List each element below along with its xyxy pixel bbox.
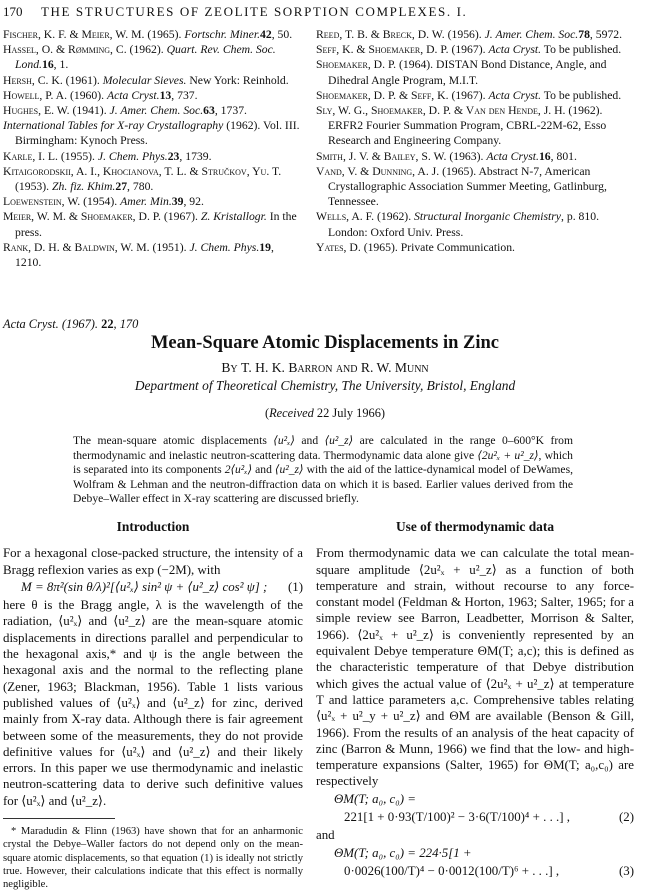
- reference-journal: Fortschr. Miner.: [184, 28, 261, 41]
- reference-year: (1965).: [147, 28, 182, 41]
- reference-entry: [316, 88, 634, 103]
- reference-entry: [3, 194, 303, 209]
- reference-journal: J. Amer. Chem. Soc.: [484, 28, 579, 41]
- page-number: 170: [3, 4, 23, 19]
- reference-entry: [3, 240, 303, 270]
- reference-volume: 27: [115, 180, 128, 194]
- equation-1: [3, 579, 303, 595]
- equation-1-number: (1): [287, 579, 303, 594]
- reference-volume: 39: [171, 195, 184, 209]
- reference-journal: Acta Cryst.: [106, 88, 160, 102]
- byline: [0, 360, 650, 376]
- reference-journal: Molecular Sieves.: [102, 73, 187, 87]
- received-value: 22 July 1966): [313, 406, 386, 420]
- reference-authors: Meier, W. M. & Shoemaker, D. P.: [3, 210, 161, 224]
- running-head: [3, 4, 644, 20]
- equation-3-number: (3): [618, 863, 634, 878]
- reference-authors: Fischer, K. F. & Meier, W. M.: [3, 28, 145, 41]
- reference-volume: 63: [203, 104, 215, 118]
- running-title: THE STRUCTURES OF ZEOLITE SORPTION COMPLEXES. I.: [41, 4, 468, 19]
- introduction-column: [3, 519, 303, 892]
- section-heading-introduction: Introduction: [116, 519, 190, 534]
- abstract-math: 2⟨u²ₓ⟩: [224, 463, 253, 476]
- reference-journal: Structural Inorganic Chemistry: [414, 210, 561, 224]
- reference-year: (1967).: [451, 88, 486, 102]
- affiliation: Department of Theoretical Chemistry, The University, Bristol, England: [134, 378, 516, 393]
- reference-journal: International Tables for X-ray Crystallography: [3, 119, 224, 133]
- reference-year: (1955).: [60, 149, 95, 163]
- reference-year: (1964).: [399, 58, 434, 72]
- reference-entry: [3, 42, 303, 72]
- reference-entry: [316, 57, 634, 87]
- reference-authors: Rank, D. H. & Baldwin, W. M.: [3, 240, 150, 254]
- reference-authors: Sly, W. G., Shoemaker, D. P. & Van den Hende, J. H.: [316, 104, 566, 118]
- reference-journal: Amer. Min.: [120, 195, 172, 209]
- equation-2-lhs: [316, 791, 634, 807]
- reference-entry: [316, 27, 634, 42]
- byline-by: By: [221, 360, 238, 375]
- reference-authors: Hassel, O. & Rømming, C.: [3, 43, 127, 57]
- footnote: * Maradudin & Flinn (1963) have shown that for an anharmonic crystal the Debye–Waller factors do not depend only on the mean-square atomic displacements, so that equation (1) is ideally not strictly true. However, their calculations indicate that this effect is normally negligible.: [3, 826, 303, 891]
- reference-year: (1965).: [363, 240, 398, 254]
- reference-authors: Shoemaker, D. P. & Seff, K.: [316, 88, 449, 102]
- equation-3-body: 0·0026(100/T)⁴ − 0·0012(100/T)⁶ + . . .] ,: [344, 863, 560, 878]
- abstract-math: ⟨2u²ₓ + u²_z⟩: [477, 448, 539, 462]
- reference-rest: In the press.: [15, 210, 297, 239]
- received-date: [0, 406, 650, 421]
- reference-authors: Reed, T. B. & Breck, D. W.: [316, 28, 445, 41]
- intro-paragraph-1: For a hexagonal close-packed structure, the intensity of a Bragg reflexion varies as exp (−2M), with: [3, 546, 303, 577]
- reference-journal: J. Chem. Phys.: [97, 149, 168, 163]
- abstract-text: with the aid of the lattice-dynamical model of DeWames, Wolfram & Lehman and the neutron-diffraction data on which it is based. Earlier values derived from the Debye–Waller effect in X-ray scattering are discussed briefly.: [73, 463, 573, 505]
- equation-1-body: M = 8π²(sin θ/λ)²[⟨u²ₓ⟩ sin² ψ + ⟨u²_z⟩ cos² ψ] ;: [21, 579, 268, 594]
- reference-authors: Loewenstein, W.: [3, 195, 81, 209]
- reference-rest: , 5972.: [589, 28, 623, 41]
- reference-rest: , p. 810. London: Oxford Univ. Press.: [328, 210, 599, 239]
- thermo-and: and: [316, 828, 335, 843]
- reference-volume: 42: [260, 28, 272, 41]
- reference-entry: [3, 209, 303, 239]
- abstract-text: , which is separated into its components: [73, 448, 573, 476]
- reference-year: (1956).: [447, 28, 482, 41]
- thermodynamic-data-column: [316, 519, 634, 881]
- reference-rest: To be published.: [541, 43, 622, 57]
- reference-rest: , 737.: [171, 88, 198, 102]
- reference-year: (1967).: [163, 210, 198, 224]
- reference-entry: [316, 240, 634, 255]
- reference-rest: , 780.: [127, 180, 154, 194]
- reference-rest: , 1210.: [15, 240, 274, 270]
- reference-rest: , 1739.: [179, 149, 212, 163]
- reference-authors: Hersh, C. K.: [3, 73, 63, 87]
- reference-year: (1954).: [83, 195, 118, 209]
- reference-journal: Acta Cryst.: [488, 88, 542, 102]
- reference-year: (1965).: [442, 164, 477, 178]
- abstract-text: and: [294, 434, 325, 447]
- equation-3-lhs-text: ΘM(T; a₀, c₀) = 224·5[1 +: [334, 845, 472, 860]
- author-barron: T. H. K. Barron: [241, 360, 333, 375]
- reference-journal: J. Chem. Phys.: [189, 240, 260, 254]
- reference-year: (1963).: [449, 149, 484, 163]
- reference-volume: 23: [167, 149, 180, 163]
- reference-year: (1962).: [129, 43, 164, 57]
- citation-year: (1967).: [61, 317, 99, 331]
- reference-entry: [316, 209, 634, 239]
- reference-rest: Abstract N-7, American Crystallographic Association Summer Meeting, Gatlinburg, Tennessee.: [328, 164, 607, 209]
- reference-journal: Acta Cryst.: [488, 43, 542, 57]
- abstract-math: ⟨u²_z⟩: [274, 463, 304, 476]
- equation-3-lhs: [316, 845, 634, 861]
- equation-3: [316, 863, 634, 879]
- reference-authors: Shoemaker, D. P.: [316, 58, 397, 72]
- abstract-math: ⟨u²_z⟩: [324, 434, 354, 447]
- reference-year: (1961).: [65, 73, 100, 87]
- received-open: (: [264, 406, 270, 420]
- received-label: Received: [269, 406, 314, 420]
- reference-year: (1953).: [15, 180, 50, 194]
- reference-rest: , 1737.: [214, 104, 247, 118]
- reference-entry: [316, 149, 634, 164]
- reference-year: (1951).: [152, 240, 187, 254]
- intro-paragraph-2: here θ is the Bragg angle, λ is the wavelength of the radiation, ⟨u²ₓ⟩ and ⟨u²_z⟩ are the mean-square atomic displacements in directions parallel and perpendicular to the hexagonal axis,* and ψ is the angle between the hexagonal axis and the normal to the reflecting plane (Zener, 1963; Blackman, 1956). Table 1 lists various published values of ⟨u²ₓ⟩ and ⟨u²_z⟩ for zinc, derived mainly from X-ray data. Although there is fair agreement between some of the measurements, they do not provide definitive values for ⟨u²ₓ⟩ and ⟨u²_z⟩ and their likely errors. In this paper we use thermodynamic and inelastic neutron-scattering data to derive such definitive values for ⟨u²ₓ⟩ and ⟨u²_z⟩.: [3, 598, 303, 808]
- reference-year: (1962).: [377, 210, 412, 224]
- section-heading-thermodynamic: Use of thermodynamic data: [395, 519, 555, 534]
- reference-authors: Yates, D.: [316, 240, 361, 254]
- thermo-paragraph-1: From thermodynamic data we can calculate the total mean-square amplitude ⟨2u²ₓ + u²_z⟩ as a function of both temperature and strain, without recourse to any force-constant model (Feldman & Horton, 1963; Salter, 1965; for a simple review see Barron, Leadbetter, Morrison & Salter, 1966). ⟨2u²ₓ + u²_z⟩ is conveniently represented by an equivalent Debye temperature ΘM(T; a,c); this is defined as the characteristic temperature of that Debye distribution which gives the actual value of ⟨2u²ₓ + u²_z⟩ at temperature T and lattice parameters a,c. Comprehensive tables relating ⟨u²ₓ + u²_y + u²_z⟩ and ΘM are available (Benson & Gill, 1966). From the results of an analysis of the heat capacity of zinc (Barron & Munn, 1966) we find that the low- and high-temperature expansions (Salter, 1965) for ΘM(T; a₀,c₀) are respectively: [316, 546, 634, 789]
- reference-volume: 16: [538, 149, 551, 163]
- reference-journal: Z. Kristallogr.: [200, 210, 267, 224]
- reference-volume: 13: [159, 88, 172, 102]
- reference-entry: [3, 27, 303, 42]
- reference-authors: Smith, J. V. & Bailey, S. W.: [316, 149, 447, 163]
- reference-rest: (1962). Vol. III. Birmingham: Kynoch Press.: [15, 119, 300, 148]
- reference-journal: Quart. Rev. Chem. Soc. Lond.: [15, 43, 276, 72]
- reference-year: (1967).: [451, 43, 486, 57]
- equation-2-body: 221[1 + 0·93(T/100)² − 3·6(T/100)⁴ + . . .] ,: [344, 810, 570, 825]
- reference-year: (1962).: [568, 104, 603, 118]
- reference-journal: Acta Cryst.: [486, 149, 539, 163]
- reference-authors: Vand, V. & Dunning, A. J.: [316, 164, 440, 178]
- equation-2: [316, 809, 634, 825]
- reference-rest: DISTAN Bond Distance, Angle, and Dihedral Angle Program, M.I.T.: [328, 58, 607, 87]
- reference-rest: To be published.: [541, 88, 622, 102]
- reference-entry: [3, 164, 303, 194]
- abstract-math: ⟨u²ₓ⟩: [273, 434, 295, 447]
- reference-entry: [316, 164, 634, 210]
- reference-authors: Kitaigorodskii, A. I., Khocianova, T. L. & Stručkov, Yu. T.: [3, 164, 282, 178]
- reference-entry: [3, 103, 303, 118]
- references-left-column: [3, 27, 303, 270]
- reference-entry: [316, 103, 634, 149]
- reference-authors: Wells, A. F.: [316, 210, 375, 224]
- reference-rest: New York: Reinhold.: [186, 73, 289, 87]
- footnote-rule: [3, 818, 115, 819]
- reference-year: (1941).: [72, 104, 107, 118]
- author-munn: R. W. Munn: [360, 360, 429, 375]
- equation-2-lhs-text: ΘM(T; a₀, c₀) =: [334, 791, 416, 806]
- reference-rest: , 801.: [550, 149, 577, 163]
- reference-authors: Howell, P. A.: [3, 88, 68, 102]
- citation-journal: Acta Cryst.: [3, 317, 59, 331]
- reference-rest: Private Communication.: [400, 240, 515, 254]
- abstract-text: and: [252, 463, 275, 476]
- reference-authors: Hughes, E. W.: [3, 104, 70, 118]
- abstract-text: The mean-square atomic displacements: [73, 434, 274, 447]
- reference-journal: J. Amer. Chem. Soc.: [109, 104, 204, 118]
- reference-volume: 16: [41, 58, 54, 72]
- reference-volume: 78: [578, 28, 590, 41]
- abstract-text: are calculated in the range 0–600°K from thermodynamic and inelastic neutron-scattering data. Thermodynamic data alone give: [73, 434, 573, 462]
- reference-entry: [3, 88, 303, 103]
- reference-rest: ERFR2 Fourier Summation Program, CBRL-22M-62, Esso Research and Engineering Company.: [328, 119, 607, 148]
- byline-and: and: [335, 360, 358, 375]
- reference-entry: [316, 42, 634, 57]
- reference-rest: , 1.: [53, 58, 69, 72]
- reference-entry: [3, 118, 303, 148]
- reference-entry: [3, 149, 303, 164]
- reference-volume: 19: [259, 240, 271, 254]
- citation-volume: 22: [101, 317, 114, 331]
- references-right-column: [316, 27, 634, 255]
- reference-authors: Seff, K. & Shoemaker, D. P.: [316, 43, 449, 57]
- reference-authors: Karle, I. L.: [3, 149, 58, 163]
- equation-2-number: (2): [618, 810, 634, 825]
- reference-entry: [3, 73, 303, 88]
- reference-rest: , 50.: [271, 28, 293, 41]
- reference-rest: , 92.: [183, 195, 204, 209]
- article-citation: [3, 317, 138, 332]
- article-title: Mean-Square Atomic Displacements in Zinc: [150, 333, 500, 353]
- citation-page: , 170: [113, 317, 139, 331]
- reference-journal: Zh. fiz. Khim.: [52, 180, 116, 194]
- reference-year: (1960).: [69, 88, 105, 102]
- abstract: [73, 434, 573, 507]
